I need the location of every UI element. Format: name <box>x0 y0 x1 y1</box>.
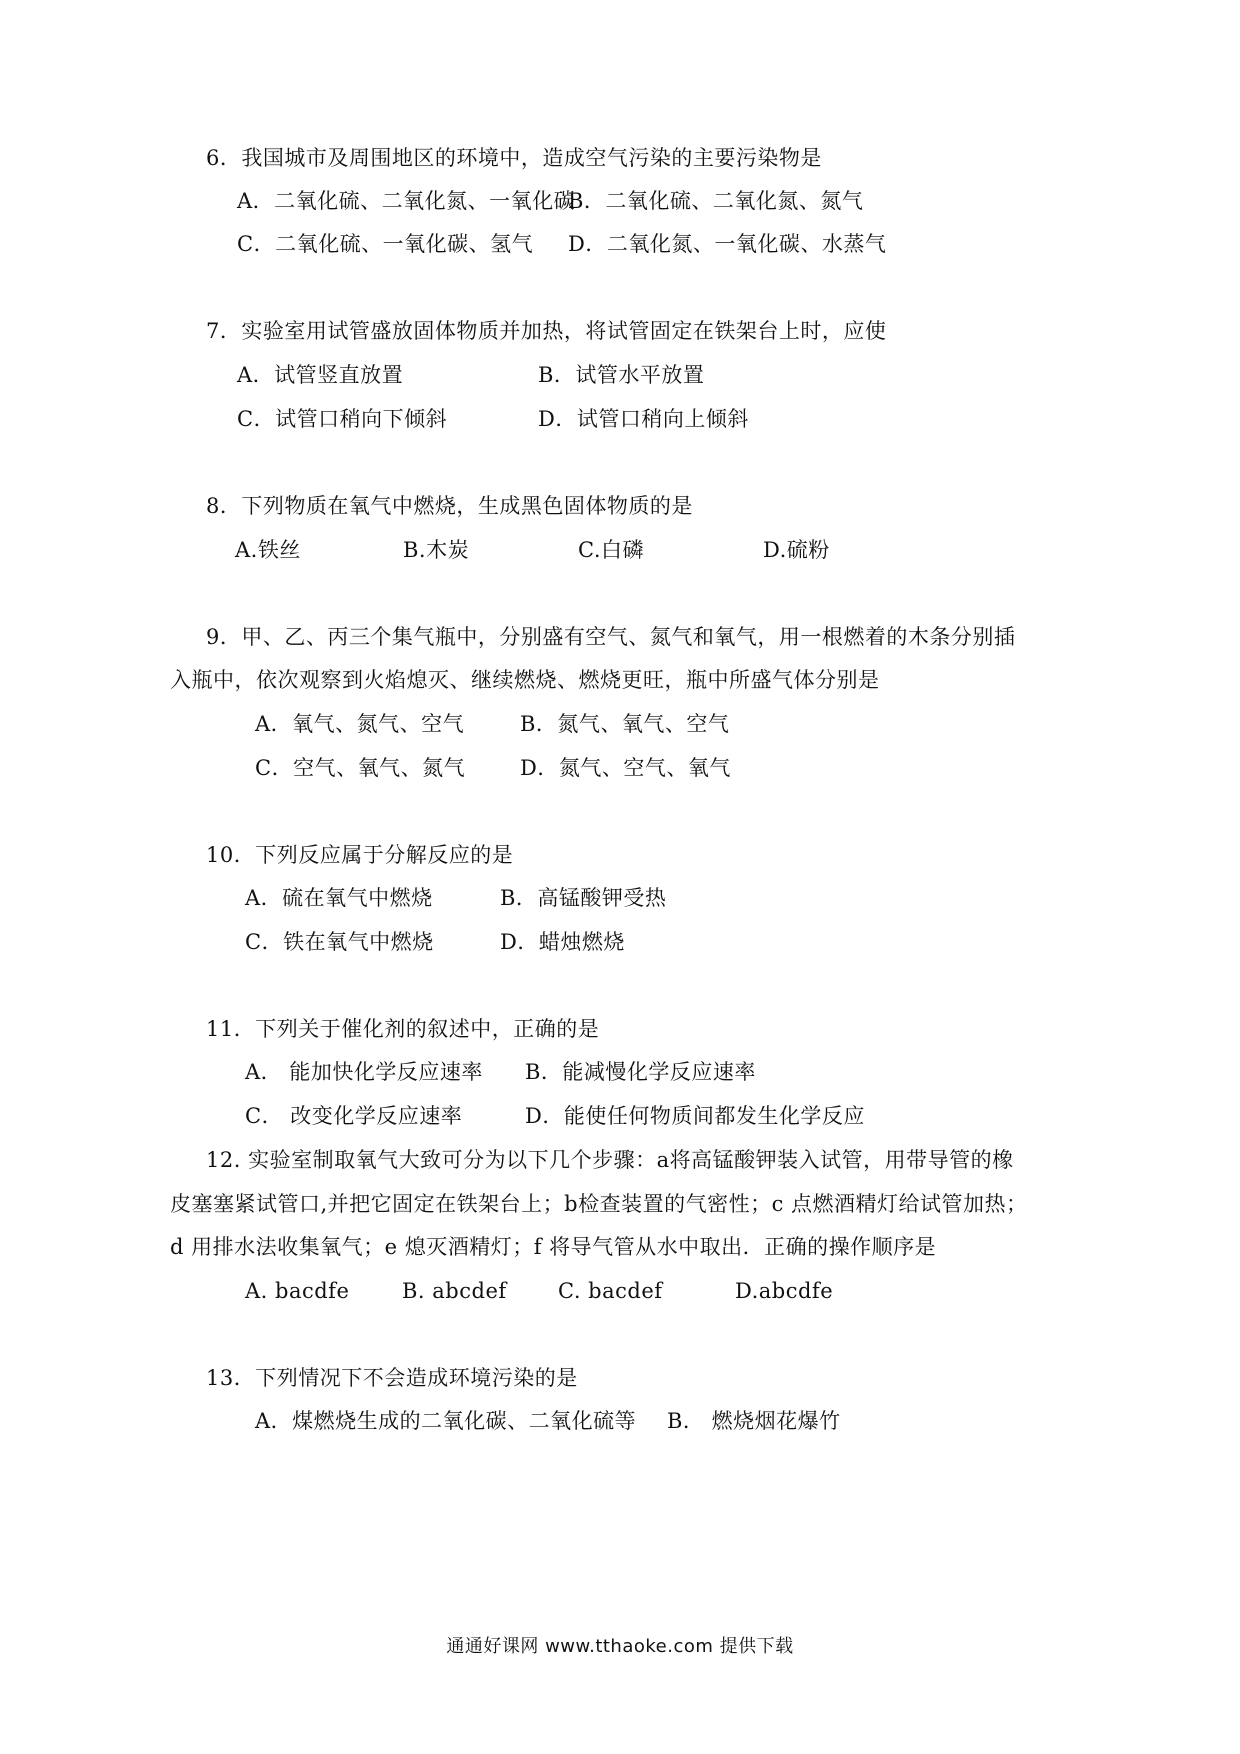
question-10-stem: 10．下列反应属于分解反应的是 <box>206 843 514 867</box>
question-6-option-a: A．二氧化硫、二氧化氮、一氧化碳 <box>237 189 576 213</box>
question-9-stem-line-1: 9．甲、乙、丙三个集气瓶中，分别盛有空气、氮气和氧气，用一根燃着的木条分别插 <box>206 625 1016 649</box>
question-9-option-b: B．氮气、氧气、空气 <box>520 712 730 736</box>
question-12-stem-line-2: 皮塞塞紧试管口,并把它固定在铁架台上；b检查装置的气密性；c 点燃酒精灯给试管加热； <box>170 1192 1028 1216</box>
question-6-option-c: C．二氧化硫、一氧化碳、氢气 <box>237 232 534 256</box>
question-10-option-c: C．铁在氧气中燃烧 <box>245 930 434 954</box>
question-6-option-d: D．二氧化氮、一氧化碳、水蒸气 <box>568 232 887 256</box>
page-footer: 通通好课网 www.tthaoke.com 提供下载 <box>446 1636 794 1657</box>
question-11-option-c: C． 改变化学反应速率 <box>245 1104 463 1128</box>
question-7-option-b: B．试管水平放置 <box>538 363 705 387</box>
question-9-option-c: C．空气、氧气、氮气 <box>255 756 466 780</box>
question-7-option-d: D．试管口稍向上倾斜 <box>538 407 749 431</box>
question-10-option-b: B．高锰酸钾受热 <box>500 886 667 910</box>
question-11-option-a: A． 能加快化学反应速率 <box>245 1060 483 1084</box>
question-7-stem: 7．实验室用试管盛放固体物质并加热，将试管固定在铁架台上时，应使 <box>206 319 887 343</box>
question-12-option-a: A. bacdfe <box>245 1279 350 1303</box>
question-12-option-b: B. abcdef <box>402 1279 507 1303</box>
question-12-stem-line-1: 12. 实验室制取氧气大致可分为以下几个步骤：a将高锰酸钾装入试管，用带导管的橡 <box>206 1148 1014 1172</box>
question-8-stem: 8．下列物质在氧气中燃烧，生成黑色固体物质的是 <box>206 494 693 518</box>
question-9-stem-line-2: 入瓶中，依次观察到火焰熄灭、继续燃烧、燃烧更旺，瓶中所盛气体分别是 <box>170 668 880 692</box>
question-8-option-a: A.铁丝 <box>235 538 301 562</box>
question-8-option-c: C.白磷 <box>578 538 644 562</box>
question-11-option-d: D．能使任何物质间都发生化学反应 <box>525 1104 865 1128</box>
question-11-option-b: B．能减慢化学反应速率 <box>525 1060 756 1084</box>
question-9-option-a: A．氧气、氮气、空气 <box>255 712 465 736</box>
question-12-stem-line-3: d 用排水法收集氧气；e 熄灭酒精灯；f 将导气管从水中取出．正确的操作顺序是 <box>170 1235 937 1259</box>
question-13-option-a: A．煤燃烧生成的二氧化碳、二氧化硫等 <box>255 1409 637 1433</box>
question-10-option-a: A．硫在氧气中燃烧 <box>245 886 433 910</box>
question-9-option-d: D．氮气、空气、氧气 <box>520 756 731 780</box>
question-13-option-b: B． 燃烧烟花爆竹 <box>667 1409 841 1433</box>
question-11-stem: 11．下列关于催化剂的叙述中，正确的是 <box>206 1017 600 1041</box>
question-6-option-b: B．二氧化硫、二氧化氮、氮气 <box>568 189 864 213</box>
question-10-option-d: D．蜡烛燃烧 <box>500 930 625 954</box>
question-8-option-b: B.木炭 <box>403 538 470 562</box>
question-12-option-c: C. bacdef <box>558 1279 663 1303</box>
question-6-stem: 6．我国城市及周围地区的环境中，造成空气污染的主要污染物是 <box>206 146 822 170</box>
question-8-option-d: D.硫粉 <box>763 538 830 562</box>
question-13-stem: 13．下列情况下不会造成环境污染的是 <box>206 1366 578 1390</box>
question-12-option-d: D.abcdfe <box>735 1279 834 1303</box>
question-7-option-c: C．试管口稍向下倾斜 <box>237 407 448 431</box>
question-7-option-a: A．试管竖直放置 <box>237 363 404 387</box>
